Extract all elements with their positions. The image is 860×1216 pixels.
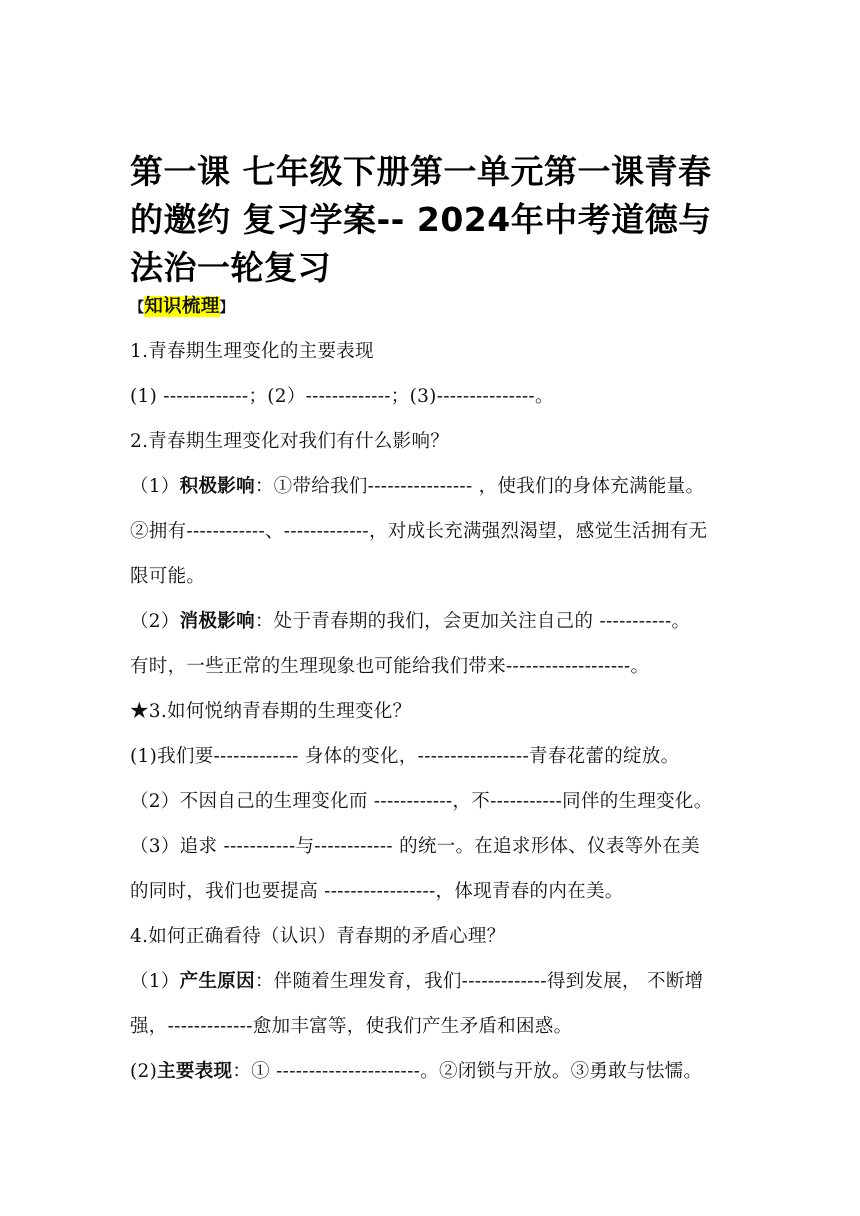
answer-4-2-num: (2) [130, 1061, 158, 1082]
answer-3-1: (1)我们要------------- 身体的变化，-----------------青春花蕾的绽放。 [130, 746, 680, 767]
question-3: ★3.如何悦纳青春期的生理变化？ [130, 701, 412, 722]
answer-2-2-num: （2） [130, 611, 180, 632]
answer-2-1 [130, 473, 740, 501]
question-1: 1.青春期生理变化的主要表现 [130, 341, 374, 362]
answer-2-2-cont: 有时，一些正常的生理现象也可能给我们带来-------------------。 [130, 656, 650, 677]
answer-4-1 [130, 968, 740, 996]
answer-2-1-cont2: 限可能。 [130, 566, 206, 587]
answer-4-1-cont: 强，-------------愈加丰富等，使我们产生矛盾和困惑。 [130, 1016, 573, 1037]
answer-4-2-text: ：① ----------------------。②闭锁与开放。③勇敢与怯懦。 [232, 1061, 703, 1082]
document-title: 第一课 七年级下册第一单元第一课青春的邀约 复习学案-- 2024年中考道德与法治一轮复习 [130, 152, 712, 287]
answer-2-2 [130, 608, 740, 636]
answer-2-1-cont1: ②拥有------------、-------------，对成长充满强烈渴望，感觉生活拥有无 [130, 521, 708, 542]
section-tag-open: 【 [130, 300, 145, 316]
answer-2-1-text: ：①带给我们---------------- ，使我们的身体充满能量。 [254, 476, 705, 497]
answer-4-1-heading: 产生原因 [179, 971, 255, 992]
answer-2-2-text: ：处于青春期的我们，会更加关注自己的 -----------。 [254, 611, 691, 632]
section-tag [130, 293, 740, 322]
question-2: 2.青春期生理变化对我们有什么影响？ [130, 431, 450, 452]
answer-4-2-heading: 主要表现 [157, 1061, 233, 1082]
answer-4-2 [130, 1058, 740, 1086]
answer-2-1-heading: 积极影响 [179, 476, 255, 497]
answer-4-1-num: （1） [130, 971, 180, 992]
answer-1: (1) -------------；(2）-------------；(3)---------------。 [130, 386, 554, 407]
section-tag-close: 】 [219, 300, 234, 316]
answer-2-2-heading: 消极影响 [179, 611, 255, 632]
answer-3-3: （3）追求 -----------与------------ 的统一。在追求形体、仪表等外在美 [130, 836, 700, 857]
section-tag-label: 知识梳理 [144, 296, 220, 317]
answer-4-1-text: ：伴随着生理发育，我们-------------得到发展， 不断增 [254, 971, 704, 992]
answer-2-1-num: （1） [130, 476, 180, 497]
answer-3-2: （2）不因自己的生理变化而 ------------，不-----------同伴的生理变化。 [130, 791, 713, 812]
question-4: 4.如何正确看待（认识）青春期的矛盾心理？ [130, 926, 506, 947]
answer-3-3-cont: 的同时，我们也要提高 -----------------，体现青春的内在美。 [130, 881, 624, 902]
